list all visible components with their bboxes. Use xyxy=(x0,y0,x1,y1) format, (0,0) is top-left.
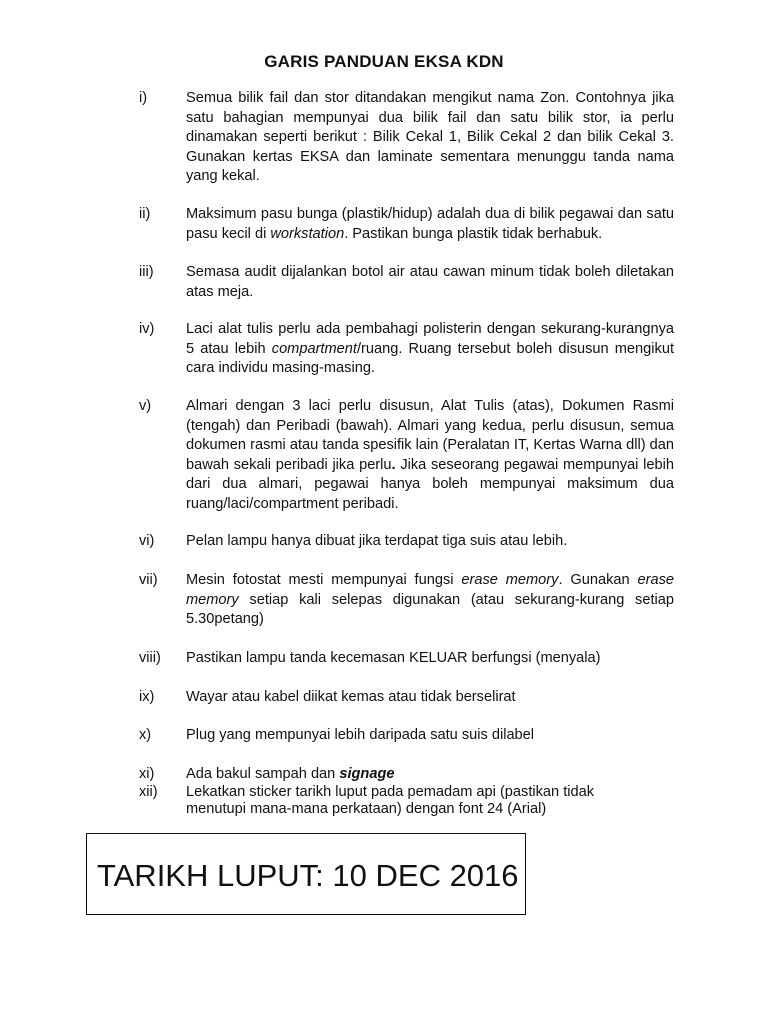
item-text: Pelan lampu hanya dibuat jika terdapat tiga suis atau lebih. xyxy=(186,533,568,549)
item-number: iii) xyxy=(139,264,154,280)
item-text: Mesin fotostat mesti mempunyai fungsi erase memory. Gunakan erase memory setiap kali selepas digunakan (atau sekurang-kurang setiap 5.30petang) xyxy=(186,572,674,627)
item-text: Ada bakul sampah dan signage xyxy=(186,766,395,782)
item-text-italic: erase memory xyxy=(186,572,674,608)
item-number: ii) xyxy=(139,206,151,222)
item-number: iv) xyxy=(139,321,155,337)
item-text: Pastikan lampu tanda kecemasan KELUAR berfungsi (menyala) xyxy=(186,650,601,666)
item-text: Plug yang mempunyai lebih daripada satu suis dilabel xyxy=(186,727,535,743)
item-text: Almari dengan 3 laci perlu disusun, Alat Tulis (atas), Dokumen Rasmi (tengah) dan Peribadi (bawah). Almari yang kedua, perlu disusun, semua dokumen rasmi atau tanda spesifik lain (Peralatan IT, Kertas Warna dll) dan bawah sekali peribadi jika perlu. Jika seseorang pegawai mempunyai lebih dari dua almari, pegawai hanya boleh mempunyai maksimum dua ruang/laci/compartment peribadi. xyxy=(186,398,674,512)
item-text: Semua bilik fail dan stor ditandakan mengikut nama Zon. Contohnya jika satu bahagian mempunyai dua bilik fail dan satu bilik stor, ia perlu dinamakan seperti berikut : Bilik Cekal 1, Bilik Cekal 2 dan bilik Cekal 3. Gunakan kertas EKSA dan laminate sementara menunggu tanda nama yang kekal. xyxy=(186,90,674,184)
item-text-bold-italic: signage xyxy=(339,766,395,782)
expiry-date-text: TARIKH LUPUT: 10 DEC 2016 xyxy=(97,858,519,893)
item-text: Lekatkan sticker tarikh luput pada pemadam api (pastikan tidak menutupi mana-mana perkataan) dengan font 24 (Arial) xyxy=(186,784,595,817)
expiry-date-box xyxy=(86,833,526,915)
item-text-italic: erase memory xyxy=(461,572,559,588)
item-number: xii) xyxy=(139,784,158,800)
item-number: i) xyxy=(139,90,148,106)
item-text: Maksimum pasu bunga (plastik/hidup) adalah dua di bilik pegawai dan satu pasu kecil di workstation. Pastikan bunga plastik tidak berhabuk. xyxy=(186,206,674,242)
item-number: xi) xyxy=(139,766,155,782)
item-number: v) xyxy=(139,398,152,414)
item-number: x) xyxy=(139,727,152,743)
item-text: Semasa audit dijalankan botol air atau cawan minum tidak boleh diletakan atas meja. xyxy=(186,264,674,300)
document-title: GARIS PANDUAN EKSA KDN xyxy=(264,52,504,71)
item-text-italic: compartment xyxy=(271,340,357,357)
item-number: ix) xyxy=(139,689,155,705)
item-number: vi) xyxy=(139,533,155,549)
item-number: vii) xyxy=(139,572,158,588)
item-text: Wayar atau kabel diikat kemas atau tidak berselirat xyxy=(186,689,516,705)
item-number: viii) xyxy=(139,650,161,666)
item-text-italic: workstation xyxy=(270,225,345,242)
item-text: Laci alat tulis perlu ada pembahagi polisterin dengan sekurang-kurangnya 5 atau lebih compartment/ruang. Ruang tersebut boleh disusun mengikut cara individu masing-masing. xyxy=(186,321,674,376)
